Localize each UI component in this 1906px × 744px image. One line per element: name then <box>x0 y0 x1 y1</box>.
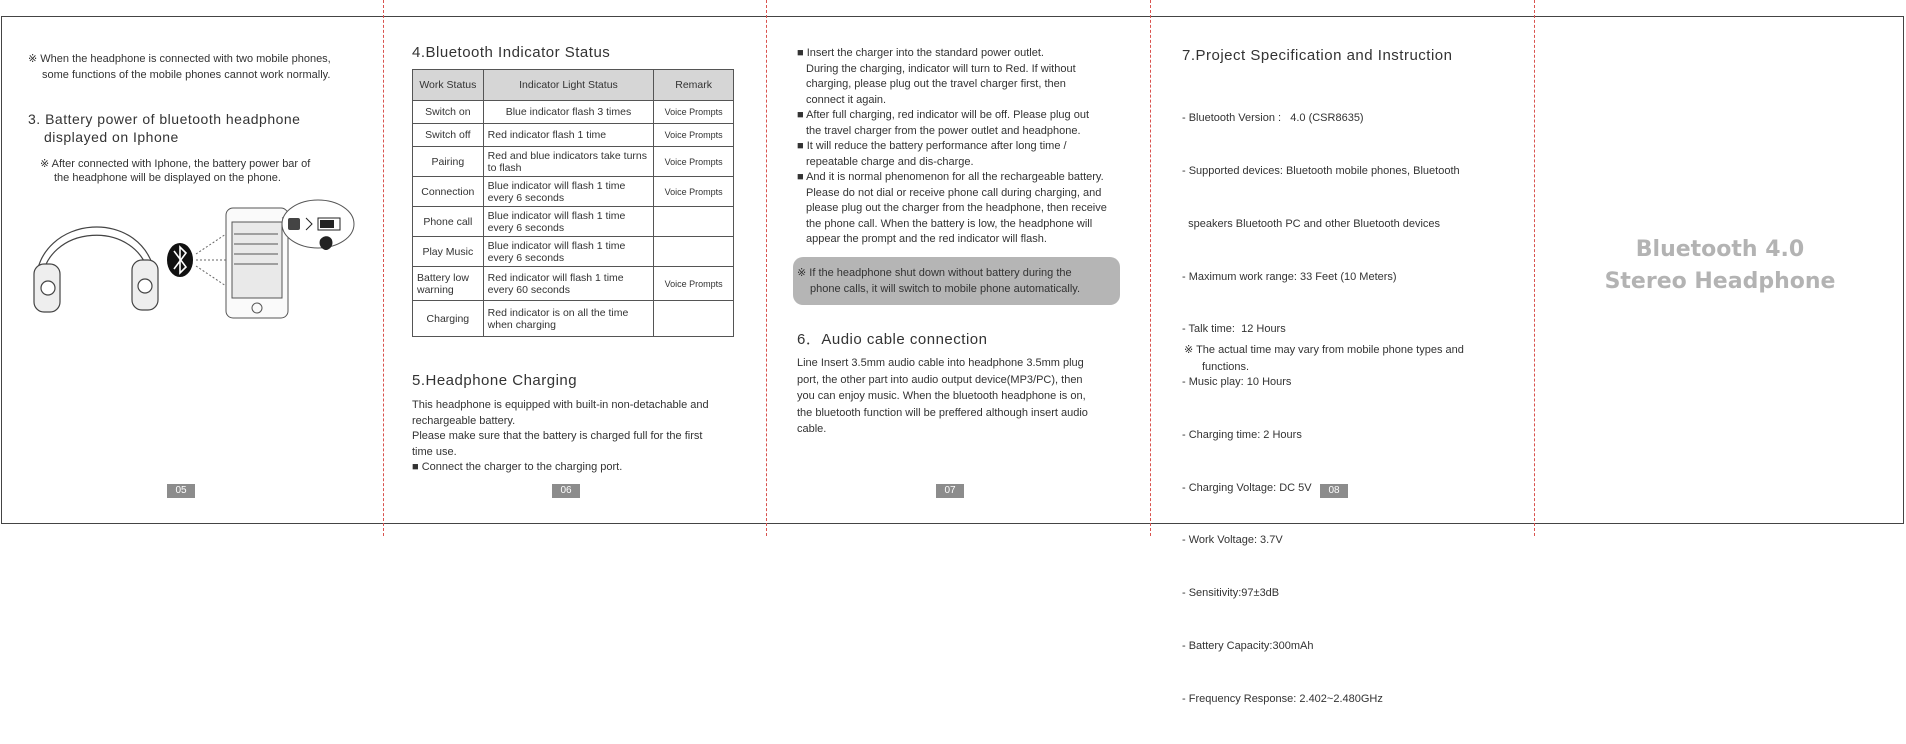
column-header: Indicator Light Status <box>483 70 654 101</box>
page-number: 06 <box>552 484 580 498</box>
text-line: appear the prompt and the red indicator will flash. <box>806 233 1047 245</box>
charging-instructions <box>797 46 1142 248</box>
light-status-cell: Red indicator flash 1 time <box>483 124 654 147</box>
heading-line: 3. Battery power of bluetooth headphone <box>28 111 301 127</box>
text-line: charging, please plug out the travel charger first, then <box>806 78 1066 90</box>
text-line: ■ It will reduce the battery performance after long time / <box>797 140 1067 152</box>
cover-title <box>1580 234 1860 298</box>
remark-cell <box>654 237 734 267</box>
column-header: Work Status <box>413 70 484 101</box>
iphone-icon <box>226 208 288 318</box>
light-status-cell: Blue indicator flash 3 times <box>483 101 654 124</box>
text-line: the travel charger from the power outlet and headphone. <box>806 124 1081 137</box>
text-line: connect it again. <box>806 93 887 106</box>
light-status-cell: Red indicator will flash 1 time every 60 seconds <box>483 267 654 301</box>
work-status-cell: Switch on <box>413 101 484 124</box>
remark-cell: Voice Prompts <box>654 101 734 124</box>
shutdown-note-box <box>793 257 1120 305</box>
table-row <box>413 207 734 237</box>
cover-title-line: Stereo Headphone <box>1604 269 1836 294</box>
table-row <box>413 267 734 301</box>
light-status-cell: Red and blue indicators take turns to flash <box>483 147 654 177</box>
note-line: ※ The actual time may vary from mobile phone types and <box>1184 344 1464 356</box>
spec-item: - Music play: 10 Hours <box>1182 376 1292 389</box>
light-status-cell: Blue indicator will flash 1 time every 6 seconds <box>483 207 654 237</box>
text-line: ■ After full charging, red indicator will be off. Please plug out <box>797 109 1089 121</box>
text-line: ■ Insert the charger into the standard power outlet. <box>797 47 1044 59</box>
fold-line <box>1150 0 1151 536</box>
table-row <box>413 124 734 147</box>
text-line: the bluetooth function will be preffered although insert audio <box>797 406 1088 419</box>
text-line: Line Insert 3.5mm audio cable into headphone 3.5mm plug <box>797 357 1084 369</box>
light-status-cell: Blue indicator will flash 1 time every 6 seconds <box>483 177 654 207</box>
section-4-heading: 4.Bluetooth Indicator Status <box>412 44 611 61</box>
spec-list <box>1182 75 1522 744</box>
bluetooth-icon <box>167 243 193 277</box>
section-5-heading: 5.Headphone Charging <box>412 372 578 389</box>
note-line: functions. <box>1202 361 1250 373</box>
heading-line: displayed on Iphone <box>44 129 179 145</box>
text-line: This headphone is equipped with built-in non-detachable and <box>412 399 709 411</box>
text-line: cable. <box>797 423 827 435</box>
page-number: 07 <box>936 484 964 498</box>
text-line: port, the other part into audio output device(MP3/PC), then <box>797 373 1083 386</box>
work-status-cell: Phone call <box>413 207 484 237</box>
spec-item: - Work Voltage: 3.7V <box>1182 534 1283 547</box>
work-status-cell: Pairing <box>413 147 484 177</box>
work-status-cell: Charging <box>413 301 484 337</box>
spec-item: - Charging Voltage: DC 5V <box>1182 481 1312 494</box>
section-6-heading: 6．Audio cable connection <box>797 331 988 348</box>
spec-item: - Sensitivity:97±3dB <box>1182 587 1280 600</box>
spec-item: - Talk time: 12 Hours <box>1182 323 1286 336</box>
text-line: ■ And it is normal phenomenon for all the rechargeable battery. <box>797 171 1104 183</box>
remark-cell: Voice Prompts <box>654 147 734 177</box>
text-line: time use. <box>412 445 457 458</box>
spec-item: - Battery Capacity:300mAh <box>1182 640 1314 652</box>
iphone-battery-illustration <box>28 194 358 324</box>
remark-cell: Voice Prompts <box>654 124 734 147</box>
note-line: the headphone will be displayed on the phone. <box>54 172 281 184</box>
note-iphone <box>40 157 310 185</box>
table-row <box>413 101 734 124</box>
text-line: repeatable charge and dis-charge. <box>806 155 974 168</box>
text-line: the phone call. When the battery is low, the headphone will <box>806 217 1093 230</box>
light-status-cell: Blue indicator will flash 1 time every 6 seconds <box>483 237 654 267</box>
cover-title-line: Bluetooth 4.0 <box>1635 237 1805 262</box>
text-line: Please do not dial or receive phone call during charging, and <box>806 186 1102 199</box>
note-line: some functions of the mobile phones cannot work normally. <box>42 69 331 81</box>
text-line: please plug out the charger from the headphone, then receive <box>806 202 1107 214</box>
table-row <box>413 237 734 267</box>
section-7-heading: 7.Project Specification and Instruction <box>1182 47 1453 64</box>
remark-cell: Voice Prompts <box>654 267 734 301</box>
spec-item: - Frequency Response: 2.402~2.480GHz <box>1182 692 1383 705</box>
text-line: ■ Connect the charger to the charging port. <box>412 461 623 473</box>
remark-cell <box>654 301 734 337</box>
fold-line <box>766 0 767 536</box>
table-header-row <box>413 70 734 101</box>
table-row <box>413 147 734 177</box>
work-status-cell: Switch off <box>413 124 484 147</box>
text-line: you can enjoy music. When the bluetooth headphone is on, <box>797 390 1086 402</box>
table-row <box>413 177 734 207</box>
column-header: Remark <box>654 70 734 101</box>
audio-cable-text <box>797 355 1142 438</box>
spec-item: speakers Bluetooth PC and other Bluetooth devices <box>1182 217 1441 230</box>
fold-line <box>1534 0 1535 536</box>
light-status-cell: Red indicator is on all the time when charging <box>483 301 654 337</box>
note-line: ※ After connected with Iphone, the battery power bar of <box>40 158 311 170</box>
indicator-status-table <box>412 69 734 337</box>
table-row <box>413 301 734 337</box>
spec-item: - Bluetooth Version : 4.0 (CSR8635) <box>1182 112 1364 125</box>
remark-cell: Voice Prompts <box>654 177 734 207</box>
spec-item: - Charging time: 2 Hours <box>1182 428 1302 441</box>
note-two-phones <box>28 51 331 83</box>
spec-item: - Supported devices: Bluetooth mobile phones, Bluetooth <box>1182 164 1460 177</box>
note-actual-time <box>1184 342 1464 376</box>
headphone-icon <box>34 227 158 312</box>
remark-cell <box>654 207 734 237</box>
section-3-heading <box>28 110 300 146</box>
text-line: ※ If the headphone shut down without battery during the <box>797 267 1072 279</box>
fold-line <box>383 0 384 536</box>
text-line: rechargeable battery. <box>412 414 516 427</box>
note-line: ※ When the headphone is connected with two mobile phones, <box>28 53 331 65</box>
page-number: 05 <box>167 484 195 498</box>
text-line: During the charging, indicator will turn to Red. If without <box>806 62 1076 75</box>
work-status-cell: Battery low warning <box>413 267 484 301</box>
spec-item: - Maximum work range: 33 Feet (10 Meters) <box>1182 270 1397 283</box>
work-status-cell: Connection <box>413 177 484 207</box>
page-number: 08 <box>1320 484 1348 498</box>
text-line: Please make sure that the battery is charged full for the first <box>412 430 703 442</box>
status-bar-zoom-icon <box>282 200 354 250</box>
shutdown-note-text <box>797 266 1117 297</box>
charging-text <box>412 398 752 476</box>
text-line: phone calls, it will switch to mobile phone automatically. <box>810 282 1081 295</box>
work-status-cell: Play Music <box>413 237 484 267</box>
